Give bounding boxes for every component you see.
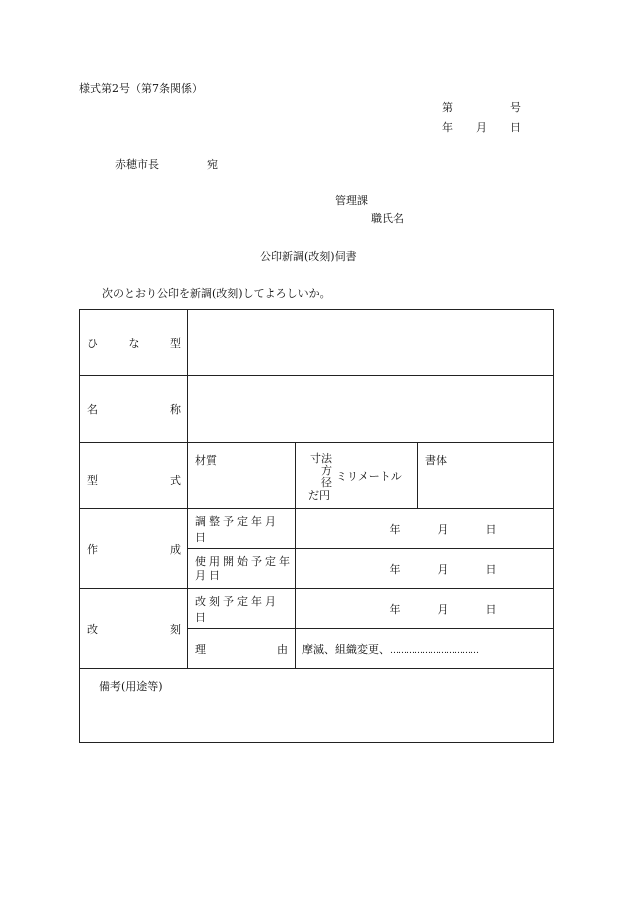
meisho-label: 名 称	[80, 376, 188, 443]
recipient-honorific: 宛	[207, 158, 218, 171]
reason-label: 理 由	[188, 629, 296, 669]
sakusei-label: 作 成	[80, 509, 188, 589]
size-label: 寸法	[310, 452, 332, 465]
row-remarks	[80, 669, 554, 743]
adjust-date-label: 調整予定年月日	[188, 509, 296, 549]
remarks-label: 備考(用途等)	[99, 680, 163, 693]
row-keishiki	[80, 443, 554, 509]
hinagata-label: ひ な 型	[80, 310, 188, 376]
keishiki-label: 型 式	[80, 443, 188, 509]
use-start-date-field[interactable]: 年 月 日	[296, 549, 554, 589]
document-number	[442, 101, 521, 114]
sender-department: 管理課	[335, 194, 368, 207]
size-field[interactable]	[296, 443, 418, 509]
row-hinagata	[80, 310, 554, 376]
date-month: 月	[476, 121, 487, 134]
adjust-date-field[interactable]: 年 月 日	[296, 509, 554, 549]
recipient-title: 赤穂市長	[115, 158, 159, 171]
intro-text: 次のとおり公印を新調(改刻)してよろしいか。	[102, 287, 331, 300]
material-label: 材質	[195, 454, 217, 467]
meisho-field[interactable]	[188, 376, 554, 443]
sender-name-label: 職氏名	[371, 212, 404, 225]
size-diameter: 径	[321, 476, 332, 489]
date-day: 日	[510, 121, 521, 134]
material-field[interactable]	[188, 443, 296, 509]
reason-field[interactable]	[296, 629, 554, 669]
doc-no-prefix: 第	[442, 101, 453, 114]
row-engrave-date	[80, 589, 554, 629]
row-meisho	[80, 376, 554, 443]
kaikoku-label: 改 刻	[80, 589, 188, 669]
size-square: 方	[321, 464, 332, 477]
typeface-field[interactable]	[418, 443, 554, 509]
doc-no-suffix: 号	[510, 101, 521, 114]
date-year: 年	[442, 121, 453, 134]
document-date	[442, 121, 521, 134]
form-number: 様式第2号（第7条関係）	[79, 82, 203, 95]
typeface-label: 書体	[425, 454, 447, 467]
reason-value: 摩滅、組織変更、	[302, 642, 390, 656]
hinagata-field[interactable]	[188, 310, 554, 376]
row-adjust-date	[80, 509, 554, 549]
use-start-date-label: 使用開始予定年月日	[188, 549, 296, 589]
engrave-date-label: 改刻予定年月日	[188, 589, 296, 629]
application-table	[79, 309, 554, 743]
size-unit: ミリメートル	[336, 470, 402, 483]
size-oval: だ円	[308, 489, 330, 502]
document-title: 公印新調(改刻)伺書	[260, 250, 357, 263]
remarks-field[interactable]	[80, 669, 554, 743]
engrave-date-field[interactable]: 年 月 日	[296, 589, 554, 629]
reason-blank-line: ……………………………	[390, 645, 478, 656]
